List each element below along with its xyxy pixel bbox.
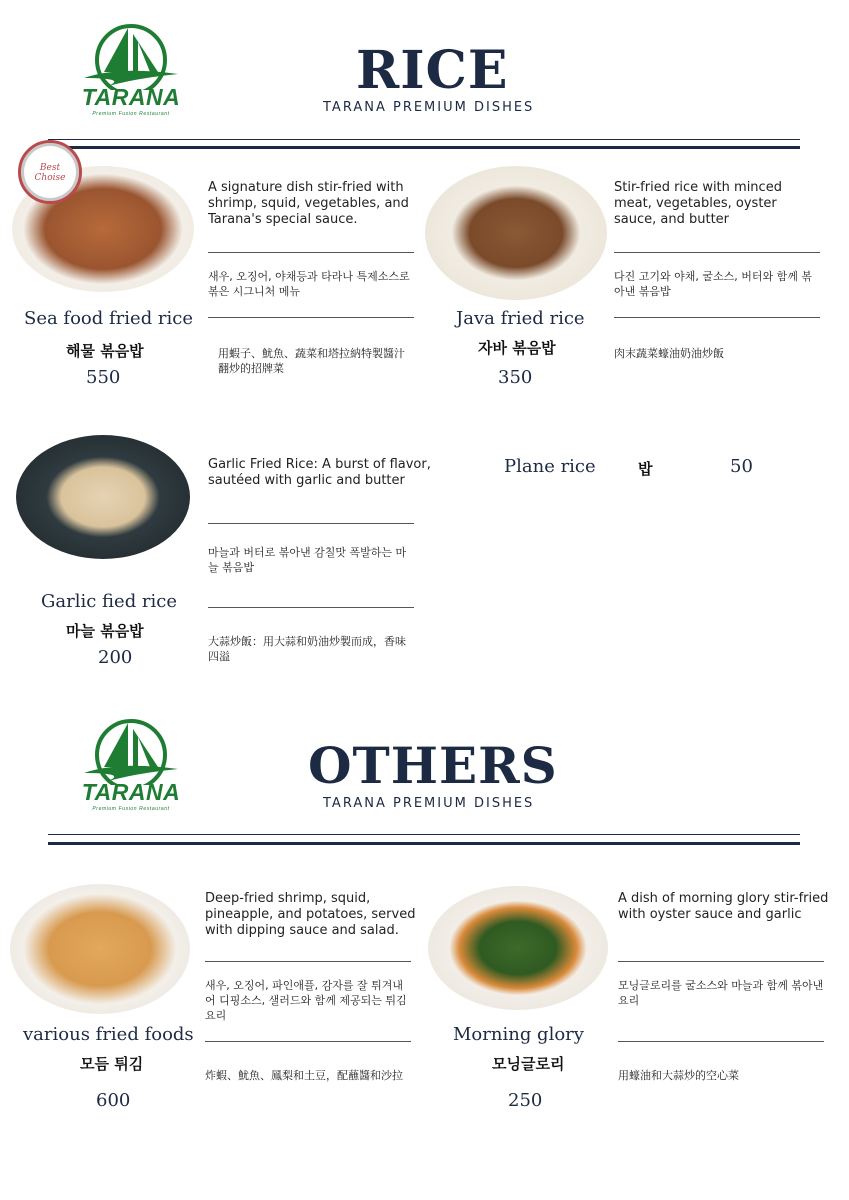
divider-thick bbox=[48, 842, 800, 845]
desc-zh-glory: 用蠔油和大蒜炒的空心菜 bbox=[618, 1069, 739, 1082]
tarana-logo bbox=[78, 20, 184, 120]
dish-price-java: 350 bbox=[498, 367, 533, 388]
desc-separator bbox=[614, 252, 820, 253]
desc-ko-garlic: 마늘과 버터로 볶아낸 감칠맛 폭발하는 마늘 볶음밥 bbox=[208, 546, 407, 574]
desc-separator bbox=[618, 1041, 824, 1042]
desc-ko-java: 다진 고기와 야채, 굴소스, 버터와 함께 볶아낸 볶음밥 bbox=[614, 270, 812, 298]
divider-thick bbox=[48, 146, 800, 149]
dish-name-glory: Morning glory bbox=[453, 1024, 584, 1045]
section-subtitle-others: TARANA PREMIUM DISHES bbox=[323, 796, 535, 811]
dish-ko-fried: 모듬 튀김 bbox=[80, 1055, 144, 1073]
logo-tagline: Premium Fusion Restaurant bbox=[92, 111, 170, 117]
desc-separator bbox=[208, 523, 414, 524]
sailboat-icon bbox=[78, 715, 184, 785]
desc-separator bbox=[208, 607, 414, 608]
desc-zh-garlic: 大蒜炒飯：用大蒜和奶油炒製而成，香味四溢 bbox=[208, 635, 406, 663]
desc-separator bbox=[618, 961, 824, 962]
sailboat-icon bbox=[78, 20, 184, 90]
dish-name-garlic: Garlic fied rice bbox=[41, 591, 178, 612]
dish-name-plane: Plane rice bbox=[504, 456, 596, 477]
dish-ko-garlic: 마늘 볶음밥 bbox=[66, 622, 144, 640]
fried-foods-photo bbox=[10, 884, 190, 1014]
desc-separator bbox=[205, 961, 411, 962]
desc-ko-fried: 새우, 오징어, 파인애플, 감자를 잘 튀겨내어 디핑소스, 샐러드와 함께 제공되는 튀김요리 bbox=[205, 979, 407, 1022]
desc-zh-java: 肉末蔬菜蠔油奶油炒飯 bbox=[614, 347, 724, 360]
tarana-logo bbox=[78, 715, 184, 815]
desc-en-seafood: A signature dish stir-fried with shrimp, squid, vegetables, and Tarana's special sauce. bbox=[208, 180, 409, 227]
logo-tagline: Premium Fusion Restaurant bbox=[92, 806, 170, 812]
desc-separator bbox=[614, 317, 820, 318]
dish-ko-seafood: 해물 볶음밥 bbox=[66, 342, 144, 360]
desc-en-java: Stir-fried rice with minced meat, vegetables, oyster sauce, and butter bbox=[614, 180, 782, 227]
dish-price-glory: 250 bbox=[508, 1090, 543, 1111]
desc-separator bbox=[205, 1041, 411, 1042]
logo-wordmark: TARANA bbox=[81, 779, 181, 805]
garlic-fried-rice-photo bbox=[16, 435, 190, 559]
desc-en-garlic: Garlic Fried Rice: A burst of flavor, sautéed with garlic and butter bbox=[208, 457, 431, 488]
dish-name-seafood: Sea food fried rice bbox=[24, 308, 194, 329]
dish-ko-plane: 밥 bbox=[638, 460, 653, 478]
desc-separator bbox=[208, 317, 414, 318]
dish-name-fried: various fried foods bbox=[23, 1024, 194, 1045]
dish-price-seafood: 550 bbox=[86, 367, 121, 388]
dish-price-plane: 50 bbox=[730, 456, 753, 477]
dish-ko-glory: 모닝글로리 bbox=[492, 1055, 565, 1073]
desc-en-fried: Deep-fried shrimp, squid, pineapple, and potatoes, served with dipping sauce and salad. bbox=[205, 891, 416, 938]
dish-ko-java: 자바 볶음밥 bbox=[478, 339, 556, 357]
dish-price-fried: 600 bbox=[96, 1090, 131, 1111]
desc-separator bbox=[208, 252, 414, 253]
desc-ko-glory: 모닝글로리를 굴소스와 마늘과 함께 볶아낸 요리 bbox=[618, 979, 824, 1007]
desc-ko-seafood: 새우, 오징어, 야채등과 타라나 특제소스로 볶은 시그니처 메뉴 bbox=[208, 270, 410, 298]
dish-price-garlic: 200 bbox=[98, 647, 133, 668]
divider-thin bbox=[48, 139, 800, 140]
desc-en-glory: A dish of morning glory stir-fried with oyster sauce and garlic bbox=[618, 891, 829, 922]
java-fried-rice-photo bbox=[425, 166, 607, 300]
best-choice-badge: Best Choise bbox=[18, 140, 82, 204]
section-title-rice: RICE bbox=[356, 40, 509, 101]
section-title-others: OTHERS bbox=[308, 736, 558, 795]
divider-thin bbox=[48, 834, 800, 835]
logo-wordmark: TARANA bbox=[81, 84, 181, 110]
dish-name-java: Java fried rice bbox=[456, 308, 585, 329]
desc-zh-seafood: 用蝦子、魷魚、蔬菜和塔拉納特製醬汁翻炒的招牌菜 bbox=[218, 347, 405, 375]
section-subtitle-rice: TARANA PREMIUM DISHES bbox=[323, 100, 535, 115]
desc-zh-fried: 炸蝦、魷魚、鳳梨和土豆，配蘸醬和沙拉 bbox=[205, 1069, 403, 1082]
morning-glory-photo bbox=[428, 886, 608, 1010]
